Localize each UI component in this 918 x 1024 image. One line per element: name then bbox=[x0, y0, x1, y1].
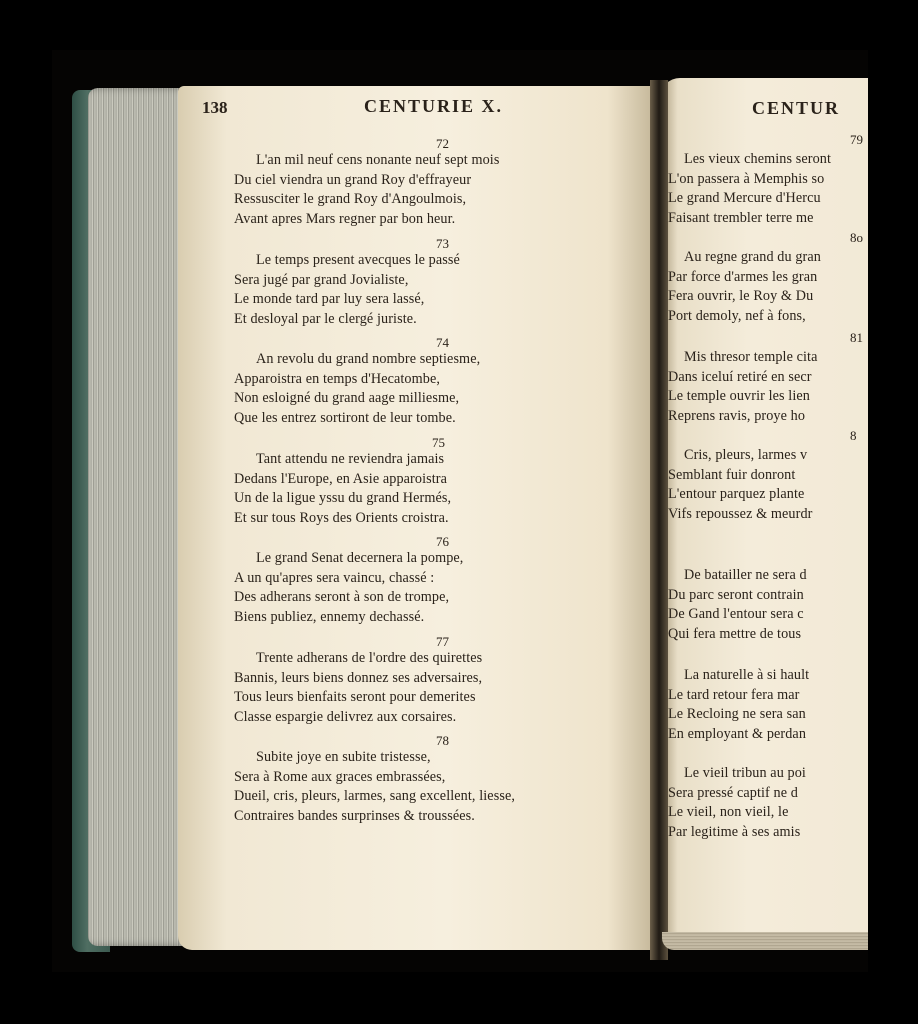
quatrain-number: 78 bbox=[436, 733, 449, 748]
verse-line: De Gand l'entour sera c bbox=[668, 606, 804, 623]
verse-line: La naturelle à si hault bbox=[684, 667, 810, 683]
quatrain-number: 74 bbox=[436, 335, 449, 350]
right-running-head: CENTUR bbox=[752, 98, 841, 118]
verse-line: Le tard retour fera mar bbox=[668, 686, 800, 703]
verse-line: Classe espargie delivrez aux corsaires. bbox=[234, 709, 457, 726]
verse-line: Dans iceluí retiré en secr bbox=[668, 368, 812, 385]
verse-line: Du ciel viendra un grand Roy d'effrayeur bbox=[234, 171, 472, 188]
verse-line: Apparoistra en temps d'Hecatombe, bbox=[234, 370, 440, 387]
verse-line: Et sur tous Roys des Orients croistra. bbox=[234, 510, 449, 527]
quatrain-verse bbox=[234, 549, 463, 628]
verse-line: Vifs repoussez & meurdr bbox=[668, 506, 813, 523]
verse-line: Le vieil, non vieil, le bbox=[668, 804, 789, 821]
quatrain-verse bbox=[668, 248, 821, 327]
verse-line: Sera jugé par grand Jovialiste, bbox=[234, 271, 409, 288]
verse-line: Tous leurs bienfaits seront pour demerites bbox=[234, 689, 476, 706]
verse-line: Contraires bandes surprinses & troussées. bbox=[234, 808, 475, 825]
verse-line: Mis thresor temple cita bbox=[684, 349, 818, 365]
quatrain-number: 81 bbox=[850, 330, 863, 345]
verse-line: Biens publiez, ennemy dechassé. bbox=[234, 609, 425, 626]
quatrain-verse bbox=[234, 251, 460, 330]
verse-line: L'on passera à Memphis so bbox=[668, 170, 825, 187]
verse-line: Sera pressé captif ne d bbox=[668, 784, 798, 801]
verse-line: Les vieux chemins seront bbox=[684, 151, 831, 167]
verse-line: Fera ouvrir, le Roy & Du bbox=[668, 288, 814, 305]
quatrain-verse bbox=[668, 348, 818, 427]
verse-line: An revolu du grand nombre septiesme, bbox=[256, 351, 481, 367]
verse-line: Le monde tard par luy sera lassé, bbox=[234, 291, 425, 308]
verse-line: En employant & perdan bbox=[668, 726, 807, 743]
quatrain-verse bbox=[668, 666, 809, 745]
quatrain-verse bbox=[668, 566, 807, 645]
quatrain-verse bbox=[234, 350, 480, 429]
verse-line: Le vieil tribun au poi bbox=[684, 765, 806, 781]
quatrain-verse bbox=[668, 150, 831, 229]
quatrain-number: 77 bbox=[436, 634, 449, 649]
verse-line: Port demoly, nef à fons, bbox=[668, 308, 806, 325]
verse-line: Sera à Rome aux graces embrassées, bbox=[234, 768, 446, 785]
verse-line: A un qu'apres sera vaincu, chassé : bbox=[234, 569, 435, 586]
book-photo bbox=[52, 50, 868, 972]
quatrain-verse bbox=[234, 450, 451, 529]
verse-line: Par force d'armes les gran bbox=[668, 268, 818, 285]
verse-line: Et desloyal par le clergé juriste. bbox=[234, 311, 417, 328]
verse-line: Le Recloing ne sera san bbox=[668, 706, 806, 723]
quatrain-verse bbox=[234, 649, 482, 728]
verse-line: Dueil, cris, pleurs, larmes, sang excellent, liesse, bbox=[234, 788, 515, 805]
verse-line: L'an mil neuf cens nonante neuf sept mois bbox=[256, 152, 500, 168]
verse-line: Au regne grand du gran bbox=[684, 249, 821, 265]
quatrain-number: 75 bbox=[432, 435, 445, 450]
quatrain-number: 79 bbox=[850, 132, 863, 147]
quatrain-number: 73 bbox=[436, 236, 449, 251]
quatrain-number: 8o bbox=[850, 230, 863, 245]
verse-line: Qui fera mettre de tous bbox=[668, 626, 802, 643]
quatrain-verse bbox=[668, 446, 812, 525]
verse-line: Ressusciter le grand Roy d'Angoulmois, bbox=[234, 191, 467, 208]
verse-line: Le temps present avecques le passé bbox=[256, 252, 460, 268]
verse-line: Faisant trembler terre me bbox=[668, 210, 814, 227]
verse-line: Que les entrez sortiront de leur tombe. bbox=[234, 410, 456, 427]
verse-line: Avant apres Mars regner par bon heur. bbox=[234, 211, 456, 228]
verse-line: Tant attendu ne reviendra jamais bbox=[256, 451, 445, 467]
verse-line: Subite joye en subite tristesse, bbox=[256, 749, 431, 765]
verse-line: Le grand Mercure d'Hercu bbox=[668, 190, 821, 207]
verse-line: Le temple ouvrir les lien bbox=[668, 388, 810, 405]
verse-line: Reprens ravis, proye ho bbox=[668, 408, 806, 425]
quatrain-number: 8 bbox=[850, 428, 857, 443]
verse-line: Des adherans seront à son de trompe, bbox=[234, 589, 450, 606]
running-head: CENTURIE X. bbox=[364, 96, 504, 116]
verse-line: Non esloigné du grand aage milliesme, bbox=[234, 390, 460, 407]
quatrain-number: 76 bbox=[436, 534, 449, 549]
verse-line: Du parc seront contrain bbox=[668, 586, 804, 603]
verse-line: Par legitime à ses amis bbox=[668, 824, 801, 841]
verse-line: Bannis, leurs biens donnez ses adversaires, bbox=[234, 669, 483, 686]
verse-line: Dedans l'Europe, en Asie apparoistra bbox=[234, 470, 447, 487]
verse-line: Trente adherans de l'ordre des quirettes bbox=[256, 650, 483, 666]
quatrain-verse bbox=[668, 764, 806, 843]
verse-line: Le grand Senat decernera la pompe, bbox=[256, 550, 464, 566]
verse-line: Semblant fuir donront bbox=[668, 466, 796, 483]
quatrain-verse bbox=[234, 151, 499, 230]
verse-line: De batailler ne sera d bbox=[684, 567, 807, 583]
verse-line: Un de la ligue yssu du grand Hermés, bbox=[234, 490, 452, 507]
right-page-text-area bbox=[660, 78, 868, 946]
quatrain-number: 72 bbox=[436, 136, 449, 151]
verse-line: L'entour parquez plante bbox=[668, 486, 805, 503]
verse-line: Cris, pleurs, larmes v bbox=[684, 447, 808, 463]
page-number: 138 bbox=[202, 98, 228, 117]
quatrain-verse bbox=[234, 748, 515, 827]
